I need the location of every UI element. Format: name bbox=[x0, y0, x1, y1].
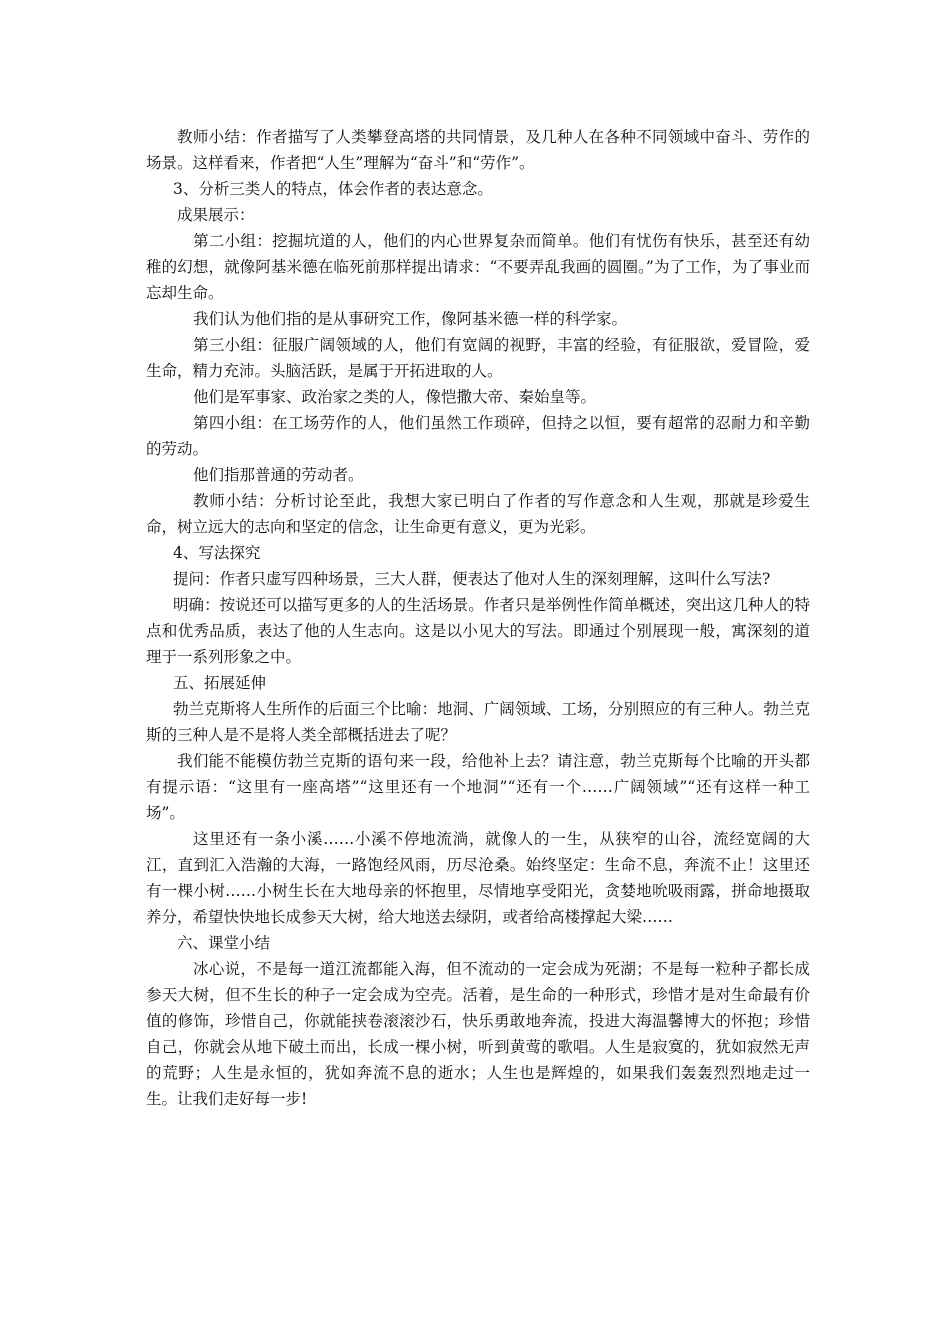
paragraph-section-6-heading: 六、课堂小结 bbox=[177, 934, 271, 952]
paragraph-group-4-conclusion: 他们指那普通的劳动者。 bbox=[193, 466, 364, 484]
paragraph-imitation-example: 这里还有一条小溪……小溪不停地流淌，就像人的一生，从狭窄的山谷，流经宽阔的大江，直到汇入浩瀚的大海，一路饱经风雨，历尽沧桑。始终坚定：生命不息，奔流不止！这里还有一棵小树……小树生长在大地母亲的怀抱里，尽情地享受阳光，贪婪地吮吸雨露，拼命地摄取养分，希望快快地长成参天大树，给大地送去绿阴，或者给高楼撑起大梁…… bbox=[146, 830, 810, 926]
paragraph-group-3-conclusion: 他们是军事家、政治家之类的人，像恺撒大帝、秦始皇等。 bbox=[193, 388, 597, 406]
paragraph-group-2: 第二小组：挖掘坑道的人，他们的内心世界复杂而简单。他们有忧伤有快乐，甚至还有幼稚的幻想，就像阿基米德在临死前那样提出请求：“不要弄乱我画的圆圈。”为了工作，为了事业而忘却生命。 bbox=[146, 232, 810, 302]
paragraph-question: 提问：作者只虚写四种场景，三大人群，便表达了他对人生的深刻理解，这叫什么写法? bbox=[173, 570, 771, 588]
paragraph-results-heading: 成果展示： bbox=[177, 206, 255, 224]
paragraph-group-4: 第四小组：在工场劳作的人，他们虽然工作琐碎，但持之以恒，要有超常的忍耐力和辛勤的劳动。 bbox=[146, 414, 810, 458]
paragraph-section-5-heading: 五、拓展延伸 bbox=[173, 674, 267, 692]
paragraph-answer: 明确：按说还可以描写更多的人的生活场景。作者只是举例性作简单概述，突出这几种人的特点和优秀品质，表达了他的人生志向。这是以小见大的写法。即通过个别展现一般，寓深刻的道理于一系列形象之中。 bbox=[146, 596, 810, 666]
paragraph-group-2-conclusion: 我们认为他们指的是从事研究工作，像阿基米德一样的科学家。 bbox=[193, 310, 628, 328]
paragraph-teacher-summary-1: 教师小结：作者描写了人类攀登高塔的共同情景，及几种人在各种不同领域中奋斗、劳作的场景。这样看来，作者把“人生”理解为“奋斗”和“劳作”。 bbox=[146, 128, 810, 172]
paragraph-class-summary: 冰心说，不是每一道江流都能入海，但不流动的一定会成为死湖；不是每一粒种子都长成参天大树，但不生长的种子一定会成为空壳。活着，是生命的一种形式，珍惜才是对生命最有价值的修饰，珍惜自己，你就能挟卷滚滚沙石，快乐勇敢地奔流，投进大海温馨博大的怀抱；珍惜自己，你就会从地下破土而出，长成一棵小树，听到黄莺的歌唱。人生是寂寞的，犹如寂然无声的荒野；人生是永恒的，犹如奔流不息的逝水；人生也是辉煌的，如果我们轰轰烈烈地走过一生。让我们走好每一步! bbox=[146, 960, 810, 1108]
paragraph-extension-1: 勃兰克斯将人生所作的后面三个比喻：地洞、广阔领域、工场，分别照应的有三种人。勃兰克斯的三种人是不是将人类全部概括进去了呢？ bbox=[146, 700, 810, 744]
paragraph-extension-2: 我们能不能模仿勃兰克斯的语句来一段，给他补上去？请注意，勃兰克斯每个比喻的开头都有提示语：“这里有一座高塔”“这里还有一个地洞”“还有一个……广阔领域”“还有这样一种工场”。 bbox=[146, 752, 810, 822]
paragraph-group-3: 第三小组：征服广阔领域的人，他们有宽阔的视野，丰富的经验，有征服欲，爱冒险，爱生命，精力充沛。头脑活跃，是属于开拓进取的人。 bbox=[146, 336, 810, 380]
document-body bbox=[146, 124, 810, 1112]
paragraph-step-3-heading: 3、分析三类人的特点，体会作者的表达意念。 bbox=[173, 180, 493, 198]
paragraph-teacher-summary-2: 教师小结：分析讨论至此，我想大家已明白了作者的写作意念和人生观，那就是珍爱生命，树立远大的志向和坚定的信念，让生命更有意义，更为光彩。 bbox=[146, 492, 810, 536]
paragraph-step-4-heading: 4、写法探究 bbox=[173, 544, 261, 562]
